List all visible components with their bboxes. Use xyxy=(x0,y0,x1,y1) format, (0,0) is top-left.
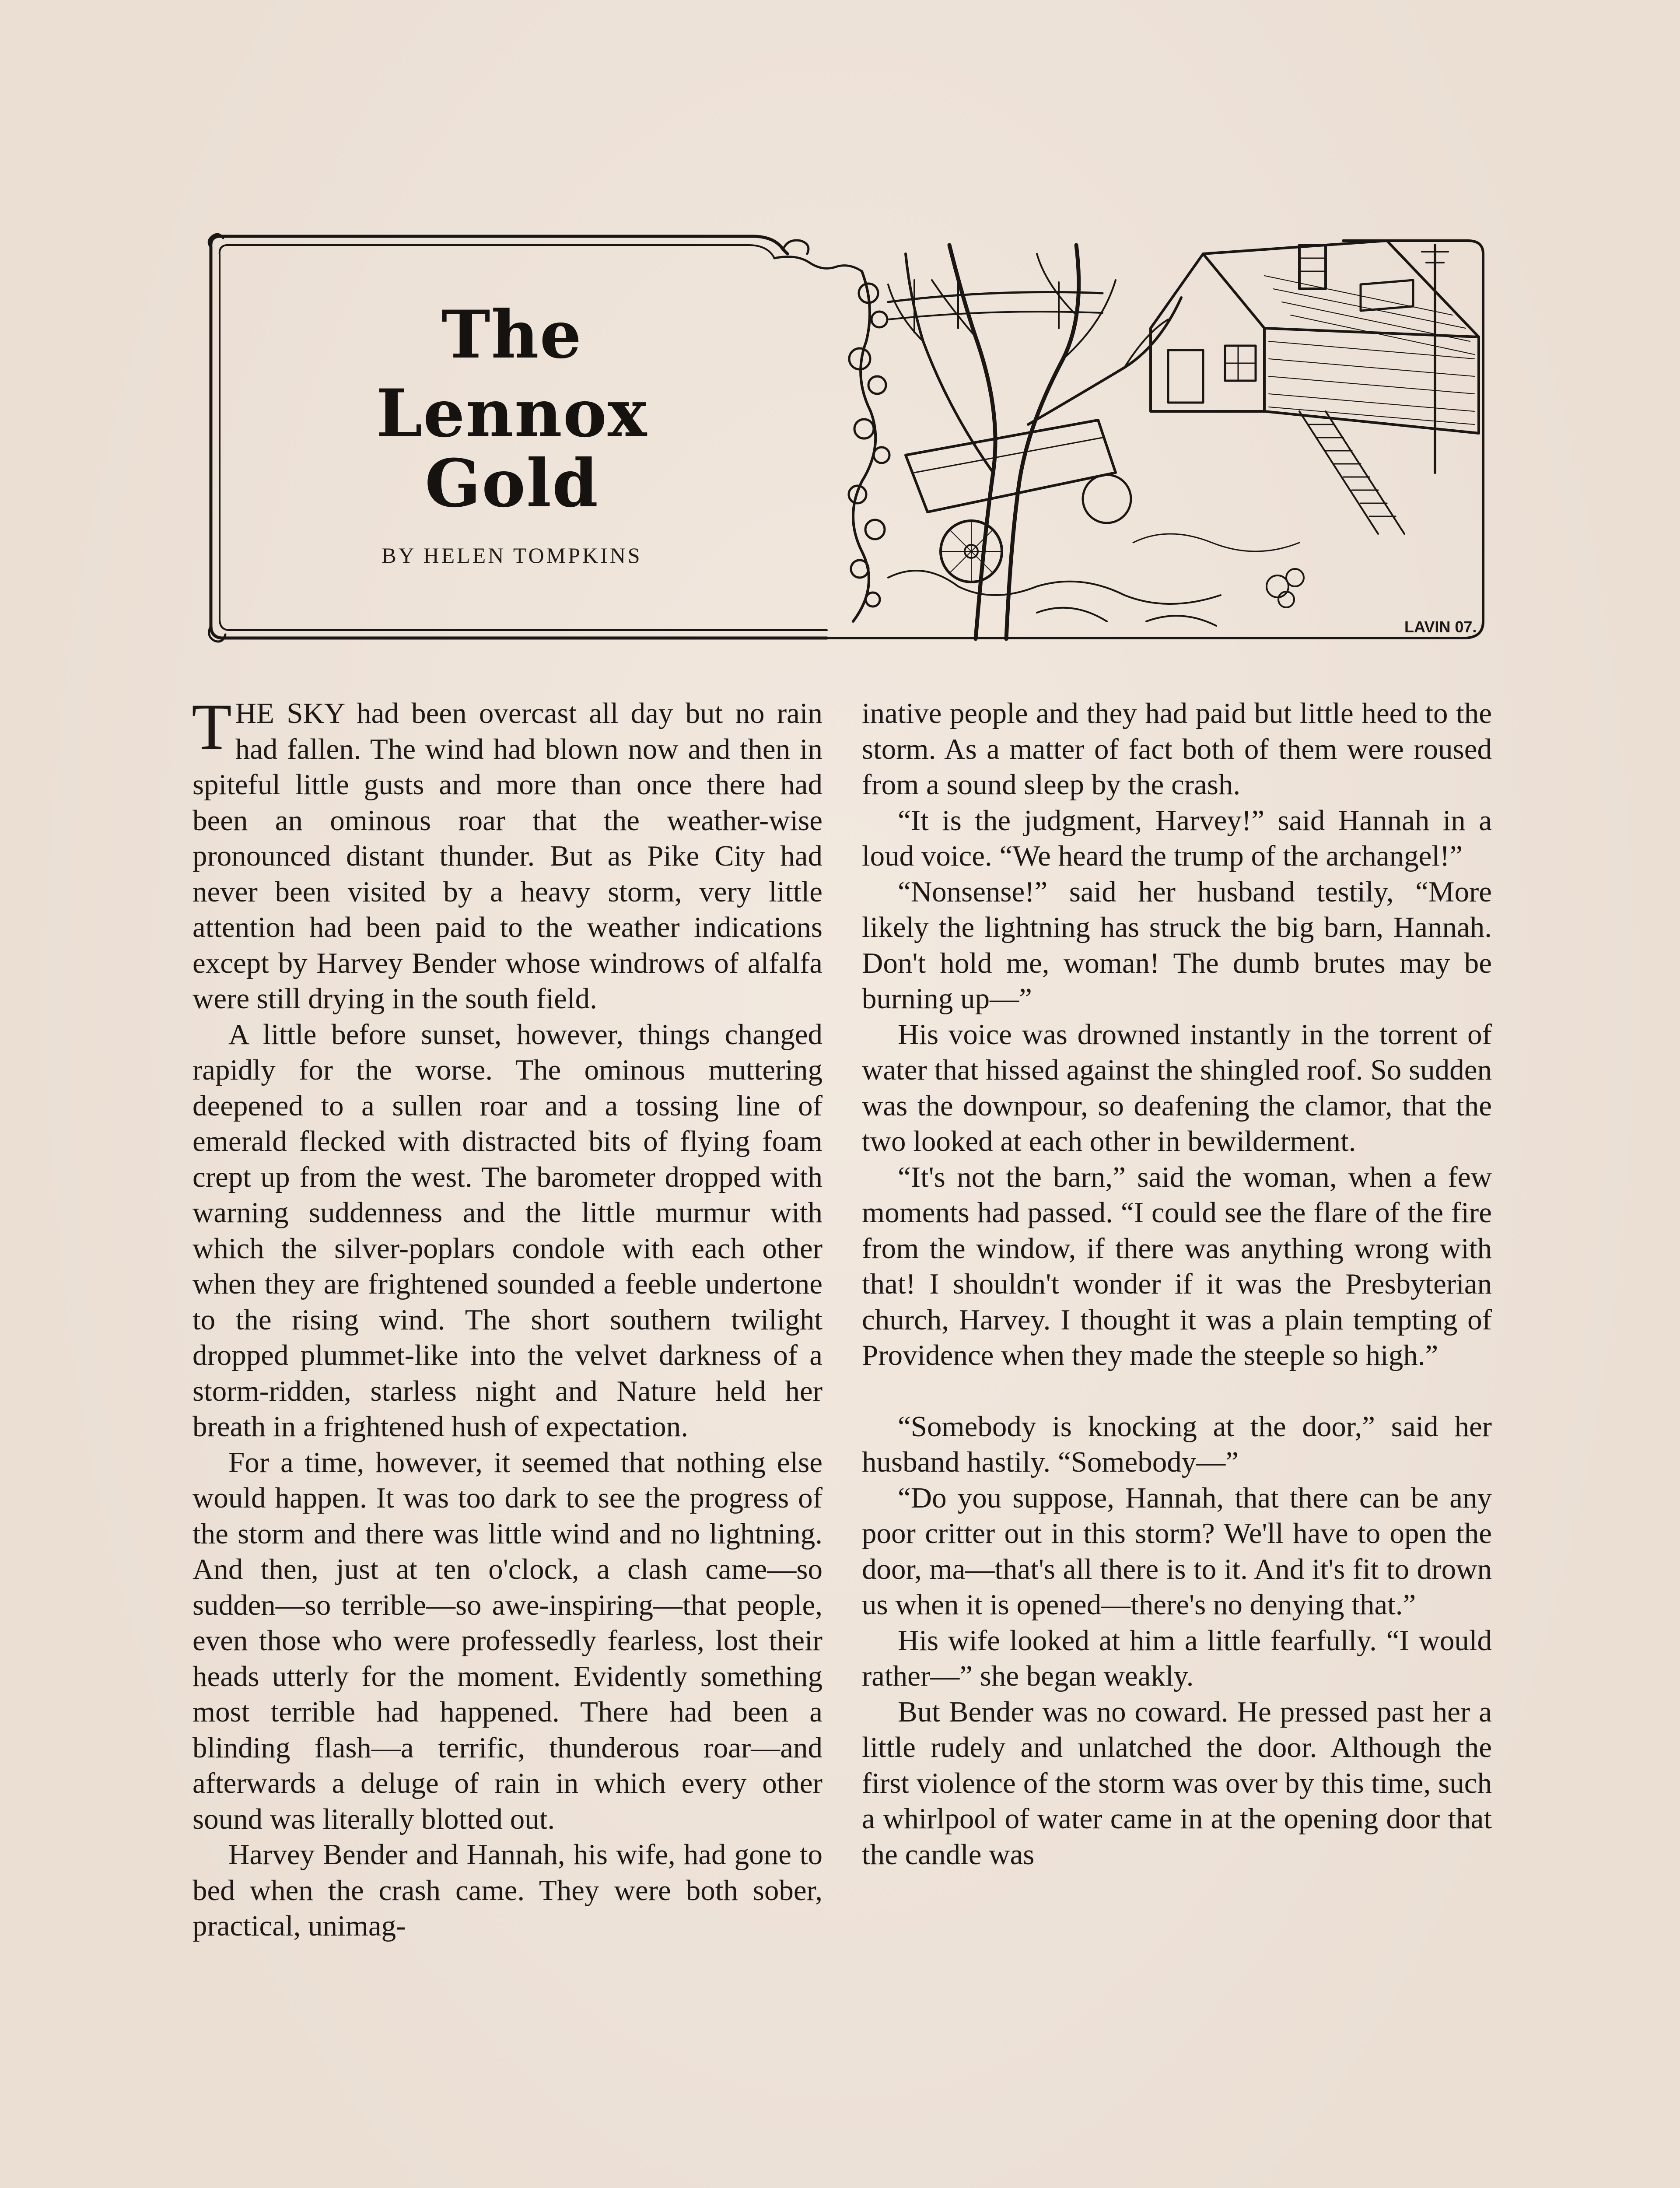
section-gap xyxy=(862,1374,1492,1409)
paragraph: “Somebody is knocking at the door,” said her husband hastily. “Somebody—” xyxy=(862,1410,1492,1478)
paragraph: For a time, however, it seemed that nothing else would happen. It was too dark to see the progress of the storm and there was little wind and no lightning. And then, just at ten o'clock, a clash came—so sudden—so terrible—so awe-inspiring—that people, even those who were professedly fearless, lost their heads utterly for the moment. Evidently something most terrible had happened. There had been a blinding flash—a terrific, thunderous roar—and afterwards a deluge of rain in which every other sound was literally blotted out. xyxy=(192,1446,822,1835)
paragraph: “Do you suppose, Hannah, that there can be any poor critter out in this storm? We'll have to open the door, ma—that's all there is to it. And it's fit to drown us when it is opened—there's no denying that.” xyxy=(862,1481,1492,1621)
paragraph: But Bender was no coward. He pressed past her a little rudely and unlatched the door. Although the first violence of the storm was over by this time, such a whirlpool of water came in at the opening door that the candle was xyxy=(862,1695,1492,1871)
author-byline: BY HELEN TOMPKINS xyxy=(382,543,642,568)
story-title-line-2: Lennox xyxy=(376,375,648,452)
artist-signature: LAVIN 07. xyxy=(1404,618,1477,636)
left-text-column xyxy=(192,691,822,1944)
paragraph: “Nonsense!” said her husband testily, “More likely the lightning has struck the big barn, Hannah. Don't hold me, woman! The dumb brutes may be burning up—” xyxy=(862,875,1492,1015)
story-title-line-3: Gold xyxy=(424,445,599,522)
paragraph: His wife looked at him a little fearfully. “I would rather—” she began weakly. xyxy=(862,1624,1492,1692)
paragraph: “It is the judgment, Harvey!” said Hannah in a loud voice. “We heard the trump of the archangel!” xyxy=(862,804,1492,872)
paragraph: “It's not the barn,” said the woman, when a few moments had passed. “I could see the flare of the fire from the window, if there was anything wrong with that! I shouldn't wonder if it was the Presbyterian church, Harvey. I thought it was a plain tempting of Providence when they made the steeple so high.” xyxy=(862,1161,1492,1371)
paragraph: Harvey Bender and Hannah, his wife, had gone to bed when the crash came. They were both sober, practical, unimag- xyxy=(192,1838,822,1942)
paragraph: inative people and they had paid but little heed to the storm. As a matter of fact both of them were roused from a sound sleep by the crash. xyxy=(862,697,1492,801)
paragraph-text: HE SKY had been overcast all day but no rain had fallen. The wind had blown now and then in spiteful little gusts and more than once there had been an ominous roar that the weather-wise pronounced distant thunder. But as Pike City had never been visited by a heavy storm, very little attention had been paid to the weather indications except by Harvey Bender whose windrows of alfalfa were still drying in the south field. xyxy=(192,697,822,1015)
paragraph: A little before sunset, however, things changed rapidly for the worse. The ominous muttering deepened to a sullen roar and a tossing line of emerald flecked with distracted bits of flying foam crept up from the west. The barometer dropped with warning suddenness and the little murmur with which the silver-poplars condole with each other when they are frightened sounded a feeble undertone to the rising wind. The short southern twilight dropped plummet-like into the velvet darkness of a storm-ridden, starless night and Nature held her breath in a frightened hush of expectation. xyxy=(192,1018,822,1443)
title-block xyxy=(206,228,818,648)
story-title-line-1: The xyxy=(441,296,583,373)
paragraph: His voice was drowned instantly in the torrent of water that hissed against the shingled roof. So sudden was the downpour, so deafening the clamor, that the two looked at each other in bewilderment. xyxy=(862,1018,1492,1157)
paragraph xyxy=(192,691,822,1017)
right-text-column xyxy=(862,696,1492,1872)
drop-cap: T xyxy=(192,691,232,763)
